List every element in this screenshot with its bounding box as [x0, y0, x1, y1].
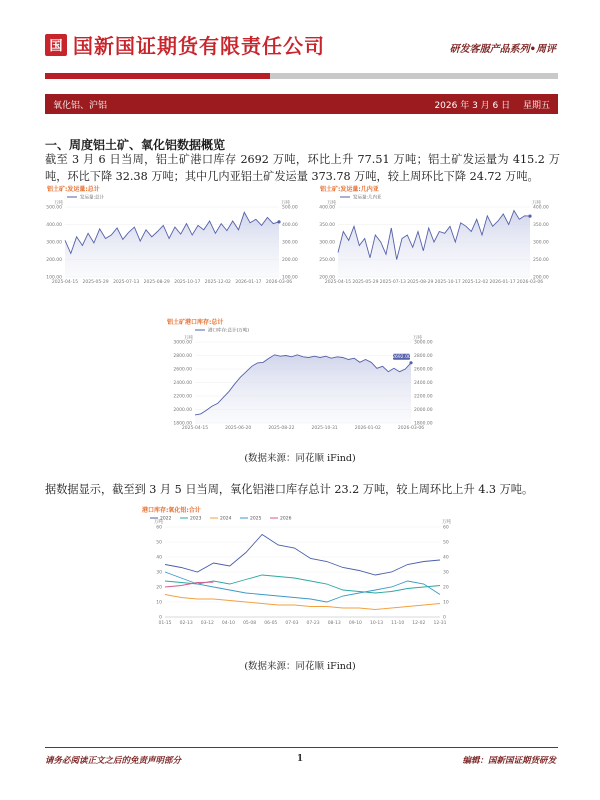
x-tick: 2025-04-15: [181, 426, 209, 431]
y-tick-left: 10: [156, 600, 162, 606]
y-tick-left: 200.00: [46, 258, 62, 263]
legend-label: 港口库存:总计(万吨): [208, 328, 250, 334]
x-tick: 10-13: [369, 621, 384, 626]
series-label: 研发客服产品系列•周评: [449, 44, 556, 55]
date-group: [424, 98, 550, 111]
x-tick: 2025-05-29: [352, 280, 379, 285]
x-tick: 07-23: [306, 621, 320, 626]
logo-mark-icon: 国: [45, 34, 67, 56]
legend-label-2024: 2024: [220, 516, 232, 522]
y-tick-left: 400.00: [319, 205, 335, 211]
x-tick: 05-08: [243, 621, 257, 626]
x-tick: 2025-08-22: [268, 426, 295, 431]
x-tick: 12-31: [433, 621, 447, 626]
series-line-2022: [165, 535, 440, 576]
y-tick-left: 1800.00: [173, 421, 192, 427]
y-tick-left: 2600.00: [173, 367, 192, 373]
y-tick-left: 40: [156, 555, 162, 561]
x-tick: 2025-07-13: [113, 280, 140, 285]
report-weekday: 星期五: [522, 100, 550, 111]
y-tick-right: 300.00: [533, 240, 549, 246]
footer-editor: 编辑：国新国证期货研发: [462, 756, 556, 766]
x-tick: 02-13: [179, 621, 193, 626]
x-tick: 04-10: [221, 621, 236, 626]
page-number: 1: [296, 754, 304, 764]
chart-title: 铝土矿:发运量:总计: [47, 186, 100, 193]
unit-label-left: 万吨: [184, 336, 193, 341]
y-tick-left: 60: [156, 525, 162, 531]
y-tick-right: 40: [443, 555, 449, 561]
chart-title: 铝土矿:发运量:几内亚: [320, 186, 379, 193]
x-tick: 09-10: [348, 621, 362, 626]
header-bar-gray: [270, 73, 558, 79]
x-tick: 2025-08-29: [143, 280, 170, 285]
unit-label-right: 万吨: [532, 201, 541, 206]
company-logo: [45, 30, 325, 59]
x-tick: 2026-01-17: [489, 280, 516, 285]
x-tick: 2025-10-17: [434, 280, 461, 285]
paragraph-bauxite: 截至 3 月 6 日当周，铝土矿港口库存 2692 万吨，环比上升 77.51 万吨；铝土矿发运量为 415.2 万吨，环比下降 32.38 万吨；其中几内亚铝土矿发运量 373.78 万吨，较上周环比下降 24.72 万吨。: [45, 153, 560, 183]
unit-label-right: 万吨: [281, 201, 290, 206]
y-tick-right: 2400.00: [414, 381, 433, 386]
chart-shipment-guinea: [318, 185, 558, 287]
x-tick: 2025-06-20: [225, 426, 252, 431]
x-tick: 11-10: [391, 621, 405, 626]
source-note-2: (数据来源：同花顺 iFind): [244, 661, 356, 672]
unit-label-right: 万吨: [413, 336, 422, 341]
company-name: 国新国证期货有限责任公司: [73, 34, 325, 58]
chart-alumina-inventory: [140, 505, 462, 637]
y-tick-left: 2200.00: [173, 394, 192, 400]
y-tick-right: 100.00: [282, 275, 298, 281]
last-point: [277, 220, 280, 223]
y-tick-right: 250.00: [533, 258, 549, 263]
y-tick-left: 100.00: [46, 275, 62, 281]
y-tick-left: 300.00: [46, 240, 62, 246]
y-tick-left: 200.00: [319, 275, 335, 281]
y-tick-right: 0: [443, 615, 446, 621]
legend-label-2023: 2023: [190, 516, 202, 522]
report-date: 2026 年 3 月 6 日: [434, 100, 511, 111]
x-tick: 01-15: [158, 621, 172, 626]
y-tick-left: 250.00: [319, 258, 335, 263]
unit-label-left: 万吨: [154, 520, 163, 525]
y-tick-right: 3000.00: [414, 340, 433, 346]
y-tick-left: 20: [156, 585, 162, 591]
y-tick-right: 200.00: [533, 275, 549, 281]
chart-shipment-guinea-svg: [318, 185, 558, 287]
section-title: 一、周度铝土矿、氧化铝数据概览: [45, 138, 226, 152]
x-tick: 2025-12-02: [462, 280, 489, 285]
unit-label-right: 万吨: [442, 520, 451, 525]
y-tick-left: 350.00: [319, 223, 335, 228]
topic-label: 氧化铝、沪铝: [53, 100, 108, 111]
header-bar-red: [45, 73, 270, 79]
y-tick-left: 300.00: [319, 240, 335, 246]
y-tick-left: 30: [156, 570, 162, 576]
footer-divider: [45, 747, 558, 748]
y-tick-right: 30: [443, 570, 449, 576]
y-tick-right: 200.00: [282, 258, 298, 263]
y-tick-right: 2600.00: [414, 367, 433, 373]
y-tick-right: 2800.00: [414, 354, 433, 359]
legend-label: 发运量:总计: [80, 195, 105, 201]
last-point: [528, 215, 531, 218]
y-tick-right: 1800.00: [414, 421, 433, 427]
legend-label-2022: 2022: [160, 516, 172, 522]
x-tick: 2026-03-06: [265, 280, 293, 285]
y-tick-left: 0: [159, 615, 162, 621]
x-tick: 2025-04-15: [51, 280, 79, 285]
x-tick: 08-13: [327, 621, 341, 626]
y-tick-right: 400.00: [533, 205, 549, 211]
x-tick: 2026-03-06: [516, 280, 544, 285]
x-tick: 06-05: [264, 621, 278, 626]
x-tick: 2025-12-02: [204, 280, 231, 285]
chart-title: 铝土矿港口库存:总计: [167, 319, 224, 326]
legend-label-2025: 2025: [250, 516, 262, 522]
y-tick-right: 2000.00: [414, 408, 433, 413]
unit-label-left: 万吨: [327, 201, 336, 206]
x-tick: 2025-10-31: [311, 426, 338, 431]
y-tick-right: 500.00: [282, 205, 298, 211]
y-tick-left: 500.00: [46, 205, 62, 211]
annotation-label: 2692.00: [392, 355, 411, 361]
footer-disclaimer: 请务必阅读正文之后的免责声明部分: [45, 756, 182, 766]
chart-port-inventory-svg: [165, 318, 450, 438]
x-tick: 2025-08-29: [407, 280, 434, 285]
y-tick-right: 60: [443, 525, 449, 531]
y-tick-right: 10: [443, 600, 449, 606]
y-tick-right: 50: [443, 540, 449, 546]
source-note-1: (数据来源：同花顺 iFind): [244, 453, 356, 464]
y-tick-left: 2000.00: [173, 408, 192, 413]
y-tick-right: 20: [443, 585, 449, 591]
x-tick: 2025-10-17: [174, 280, 201, 285]
y-tick-right: 300.00: [282, 240, 298, 246]
legend-label-2026: 2026: [280, 516, 292, 522]
x-tick: 2025-07-13: [379, 280, 406, 285]
x-tick: 2025-04-15: [324, 280, 352, 285]
x-tick: 12-02: [412, 621, 426, 626]
y-tick-right: 2200.00: [414, 394, 433, 400]
x-tick: 07-03: [285, 621, 299, 626]
x-tick: 2026-01-17: [235, 280, 262, 285]
y-tick-right: 350.00: [533, 223, 549, 228]
y-tick-right: 400.00: [282, 223, 298, 228]
x-tick: 03-12: [200, 621, 214, 626]
x-tick: 2026-01-02: [354, 426, 381, 431]
chart-port-inventory: [165, 318, 450, 438]
topic-band: [45, 94, 558, 114]
y-tick-left: 50: [156, 540, 162, 546]
y-tick-left: 3000.00: [173, 340, 192, 346]
unit-label-left: 万吨: [54, 201, 63, 206]
chart-shipment-total: [45, 185, 307, 287]
x-tick: 2025-05-29: [82, 280, 109, 285]
chart-title: 港口库存:氧化铝:合计: [142, 507, 201, 514]
x-tick: 2026-03-06: [397, 426, 425, 431]
chart-shipment-total-svg: [45, 185, 307, 287]
y-tick-left: 2800.00: [173, 354, 192, 359]
chart-alumina-inventory-svg: [140, 505, 462, 637]
y-tick-left: 2400.00: [173, 381, 192, 386]
last-point: [409, 361, 412, 364]
paragraph-alumina: 据数据显示，截至到 3 月 5 日当周，氧化铝港口库存总计 23.2 万吨，较上周环比上升 4.3 万吨。: [45, 483, 534, 496]
y-tick-left: 400.00: [46, 223, 62, 228]
legend-label: 发运量:几内亚: [353, 195, 382, 201]
